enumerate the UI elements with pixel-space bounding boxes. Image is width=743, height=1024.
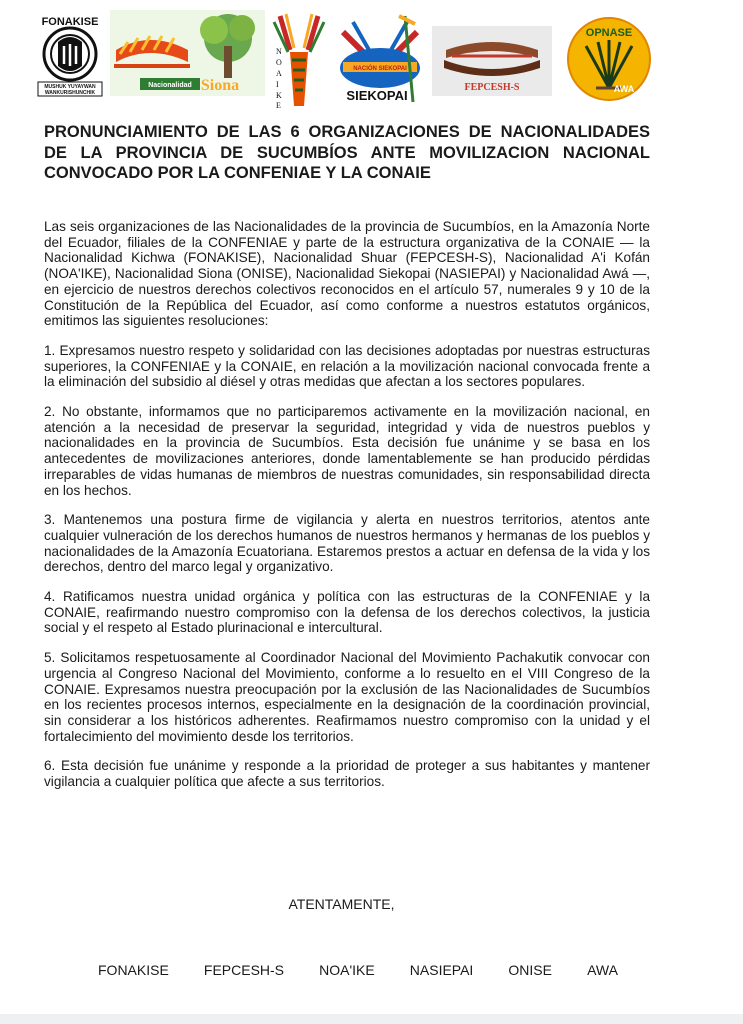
resolution-3: 3. Mantenemos una postura firme de vigilancia y alerta en nuestros territorios, atentos ante cualquier vulneración de los derechos humanos de nuestros hermanos y hermanas de los pueblos y nacionalidades de la Amazonía Ecuatoriana. Estaremos prestos a actuar en defensa de la vida y los derechos, dentro del marco legal y organizativo.	[44, 512, 650, 575]
page-bottom-band	[0, 1014, 743, 1024]
svg-text:WANKURISHUNCHIK: WANKURISHUNCHIK	[44, 90, 96, 96]
svg-text:I: I	[276, 80, 279, 89]
signatory: AWA	[587, 962, 618, 978]
svg-text:NACIÓN SIEKOPAI: NACIÓN SIEKOPAI	[353, 66, 407, 72]
siona-logo	[110, 10, 265, 96]
svg-text:K: K	[276, 91, 282, 100]
fonakise-logo	[34, 12, 106, 98]
fepcesh-logo	[432, 26, 552, 96]
resolution-2: 2. No obstante, informamos que no participaremos activamente en la movilización nacional, en atención a la necesidad de preservar la seguridad, integridad y vida de nuestros pueblos y nacionalidades en la provincia de Sucumbíos. Esta decisión fue unánime y se basa en los antecedentes de movilizaciones anteriores, donde lamentablemente se han producido pérdidas irreparables de vidas humanas de miembros de nuestras comunidades, sin responsabilidad directa en los hechos.	[44, 404, 650, 498]
awa-logo-text: AWA	[613, 84, 635, 94]
closing-block	[0, 896, 743, 912]
svg-text:O: O	[276, 58, 282, 67]
resolution-5: 5. Solicitamos respetuosamente al Coordinador Nacional del Movimiento Pachakutik convocar con urgencia al Congreso Nacional del Movimiento, conforme a lo resuelto en el VIII Congreso de la CONAIE. Expresamos nuestra preocupación por la exclusión de las Nacionalidades de Sucumbíos en los recientes procesos internos, especialmente en la designación de la coordinación provincial, sin considerar a los históricos adherentes. Reafirmamos nuestro compromiso con la unidad y el fortalecimiento del movimiento desde los territorios.	[44, 650, 650, 744]
fepcesh-logo-text: FEPCESH-S	[464, 82, 520, 93]
siekopai-logo	[333, 12, 427, 106]
signatories-row	[98, 962, 618, 978]
logo-row	[0, 8, 743, 108]
svg-text:A: A	[276, 69, 282, 78]
svg-text:Nacionalidad: Nacionalidad	[148, 82, 192, 89]
intro-paragraph: Las seis organizaciones de las Nacionalidades de la provincia de Sucumbíos, en la Amazonía Norte del Ecuador, filiales de la CONFENIAE y parte de la estructura organizativa de la CONAIE — la Nacionalidad Kichwa (FONAKISE), Nacionalidad Shuar (FEPCESH-S), Nacionalidad A'i Kofán (NOA'IKE), Nacionalidad Siona (ONISE), Nacionalidad Siekopai (NASIEPAI) y Nacionalidad Awá —, en ejercicio de nuestros derechos colectivos reconocidos en el artículo 57, numerales 9 y 10 de la Constitución de la República del Ecuador, así como conforme a nuestros estatutos orgánicos, emitimos las siguientes resoluciones:	[44, 219, 650, 329]
resolution-1: 1. Expresamos nuestro respeto y solidaridad con las decisiones adoptadas por nuestras estructuras superiores, la CONFENIAE y la CONAIE, en relación a la movilización nacional convocada frente a la eliminación del subsidio al diésel y otras medidas que afectan a los sectores populares.	[44, 342, 650, 390]
signatory: NASIEPAI	[409, 962, 474, 978]
opnase-logo-text: OPNASE	[585, 27, 633, 39]
signatory: NOA'IKE	[319, 962, 375, 978]
document-body	[44, 219, 650, 804]
noaike-logo	[268, 10, 330, 108]
document-title: PRONUNCIAMIENTO DE LAS 6 ORGANIZACIONES DE NACIONALIDADES DE LA PROVINCIA DE SUCUMBÍOS ANTE MOVILIZACION NACIONAL CONVOCADO POR LA CONFENIAE Y LA CONAIE	[44, 123, 650, 182]
svg-text:MUSHUK YUYAYWAN: MUSHUK YUYAYWAN	[44, 84, 96, 90]
resolution-4: 4. Ratificamos nuestra unidad orgánica y política con las estructuras de la CONFENIAE y la CONAIE, reafirmando nuestro compromiso con la defensa de los derechos colectivos, la justicia social y el respeto al Estado plurinacional e intercultural.	[44, 589, 650, 636]
opnase-awa-logo	[566, 16, 652, 102]
signatory: FONAKISE	[98, 962, 169, 978]
signatory: ONISE	[508, 962, 552, 978]
siekopai-logo-text: SIEKOPAI	[346, 88, 408, 103]
signatory: FEPCESH-S	[203, 962, 285, 978]
fonakise-logo-text: FONAKISE	[41, 16, 99, 28]
resolution-6: 6. Esta decisión fue unánime y responde a la prioridad de proteger a sus habitantes y mantener vigilancia a cualquier política que afecte a sus territorios.	[44, 758, 650, 790]
svg-text:N: N	[276, 47, 282, 56]
svg-text:Siona: Siona	[200, 77, 240, 94]
closing-salutation: ATENTAMENTE,	[288, 896, 395, 912]
svg-text:E: E	[276, 101, 281, 108]
